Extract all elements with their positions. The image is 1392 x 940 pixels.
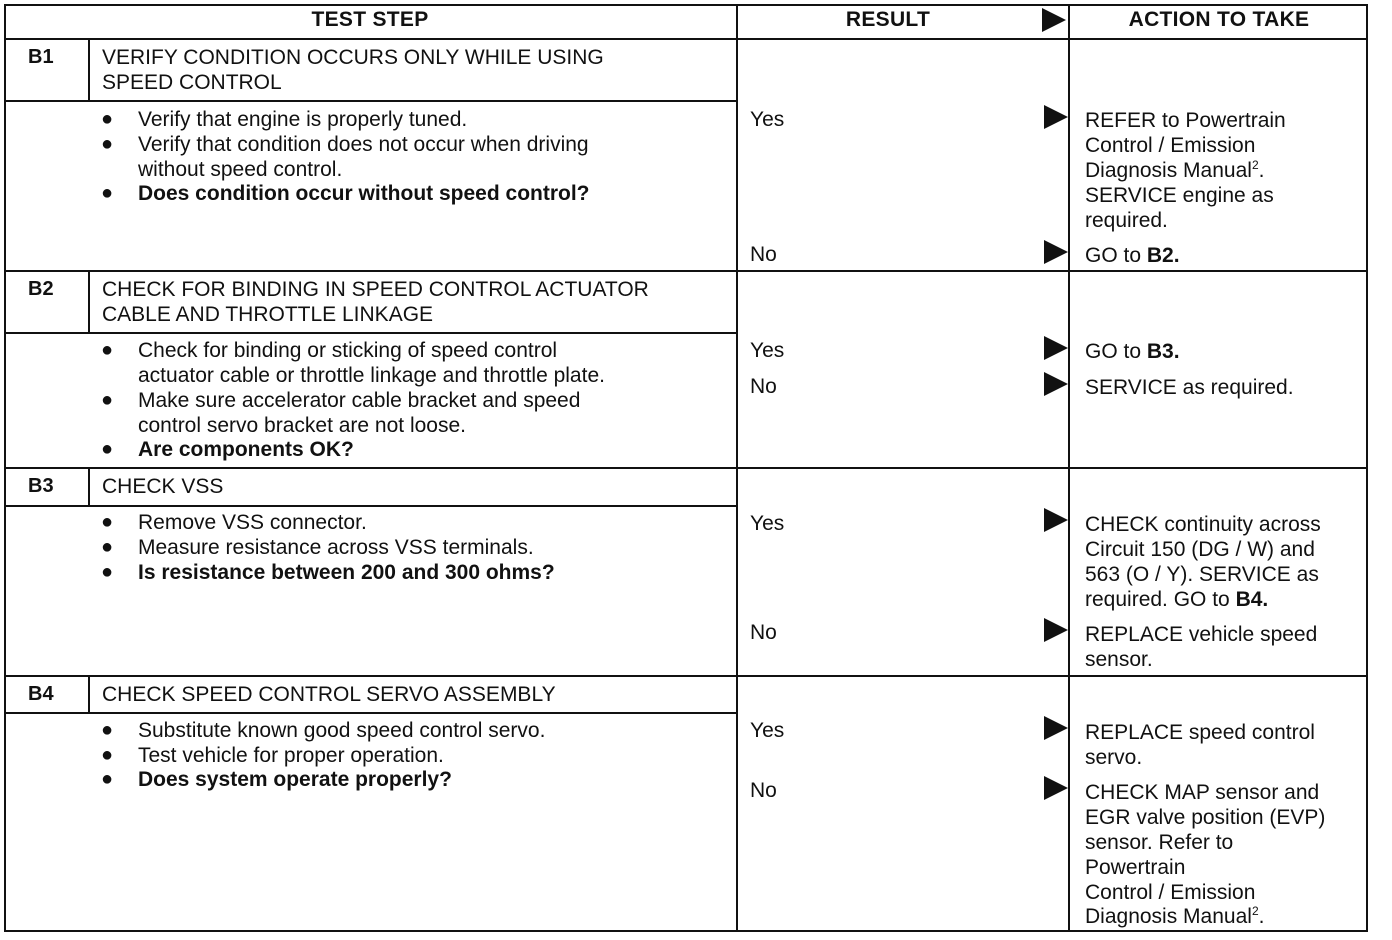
bullet-question: Are components OK? <box>138 438 354 461</box>
header-result: RESULT <box>845 8 931 31</box>
action-text: SERVICE engine as <box>1085 184 1274 207</box>
bullet-icon: ● <box>100 768 114 790</box>
action-text <box>1085 587 1268 612</box>
step-title: CHECK SPEED CONTROL SERVO ASSEMBLY <box>102 683 556 706</box>
header-arrow-icon <box>1042 8 1066 32</box>
bullet-text: Check for binding or sticking of speed control <box>138 339 558 362</box>
action-text: EGR valve position (EVP) <box>1085 806 1326 829</box>
bullet-icon: ● <box>100 389 114 411</box>
action-text-part: required. GO to <box>1085 588 1236 611</box>
bullet-text: control servo bracket are not loose. <box>138 414 467 437</box>
action-text: REPLACE speed control <box>1085 721 1315 744</box>
title-underline <box>4 505 736 507</box>
arrow-right-icon <box>1044 372 1068 396</box>
step-id-b1: B1 <box>28 46 54 68</box>
step-id-b3: B3 <box>28 475 54 497</box>
action-text-part: GO to <box>1085 340 1147 363</box>
arrow-right-icon <box>1044 508 1068 532</box>
action-text: servo. <box>1085 746 1143 769</box>
action-text-part: . <box>1258 905 1265 928</box>
id-divider <box>88 38 90 100</box>
action-text <box>1085 158 1264 183</box>
bullet-question: Does system operate properly? <box>138 768 452 791</box>
bullet-icon: ● <box>100 561 114 583</box>
arrow-right-icon <box>1044 776 1068 800</box>
step-title: CHECK VSS <box>102 475 224 498</box>
title-underline <box>4 332 736 334</box>
action-text <box>1085 243 1180 268</box>
footnote-ref: 2 <box>1251 158 1259 172</box>
bullet-text: actuator cable or throttle linkage and throttle plate. <box>138 364 605 387</box>
bullet-text: Measure resistance across VSS terminals. <box>138 536 534 559</box>
action-text <box>1085 904 1264 929</box>
bullet-question: Is resistance between 200 and 300 ohms? <box>138 561 555 584</box>
bullet-text: Substitute known good speed control servo. <box>138 719 546 742</box>
action-text: CHECK MAP sensor and <box>1085 781 1320 804</box>
step-reference: B2. <box>1146 244 1180 267</box>
result-no: No <box>750 243 777 266</box>
bullet-icon: ● <box>100 339 114 361</box>
step-divider <box>4 467 1368 469</box>
arrow-right-icon <box>1044 716 1068 740</box>
arrow-right-icon <box>1044 336 1068 360</box>
bullet-icon: ● <box>100 108 114 130</box>
action-text: sensor. <box>1085 648 1153 671</box>
bullet-text: Test vehicle for proper operation. <box>138 744 444 767</box>
bullet-text: Remove VSS connector. <box>138 511 367 534</box>
bullet-icon: ● <box>100 536 114 558</box>
id-divider <box>88 270 90 332</box>
id-divider <box>88 675 90 713</box>
bullet-icon: ● <box>100 133 114 155</box>
bullet-text: without speed control. <box>138 158 343 181</box>
header-test-step: TEST STEP <box>311 8 429 31</box>
result-no: No <box>750 779 777 802</box>
arrow-right-icon <box>1044 618 1068 642</box>
action-text-part: GO to <box>1085 244 1147 267</box>
step-divider <box>4 270 1368 272</box>
action-text-part: . <box>1258 159 1265 182</box>
result-yes: Yes <box>750 108 785 131</box>
action-text: Control / Emission <box>1085 881 1256 904</box>
action-text-part: Diagnosis Manual <box>1085 159 1252 182</box>
action-text: REFER to Powertrain <box>1085 109 1286 132</box>
step-title: SPEED CONTROL <box>102 71 282 94</box>
header-divider <box>4 38 1368 40</box>
title-underline <box>4 712 736 714</box>
step-title: CABLE AND THROTTLE LINKAGE <box>102 303 434 326</box>
action-text: Powertrain <box>1085 856 1186 879</box>
footnote-ref: 2 <box>1251 904 1259 918</box>
arrow-right-icon <box>1044 240 1068 264</box>
result-yes: Yes <box>750 719 785 742</box>
action-text: required. <box>1085 209 1168 232</box>
result-no: No <box>750 621 777 644</box>
action-text: 563 (O / Y). SERVICE as <box>1085 563 1319 586</box>
bullet-icon: ● <box>100 182 114 204</box>
arrow-right-icon <box>1044 105 1068 129</box>
title-underline <box>4 100 736 102</box>
bullet-icon: ● <box>100 719 114 741</box>
bullet-question: Does condition occur without speed control? <box>138 182 590 205</box>
result-no: No <box>750 375 777 398</box>
step-reference: B4. <box>1235 588 1269 611</box>
header-action: ACTION TO TAKE <box>1128 8 1310 31</box>
action-text: sensor. Refer to <box>1085 831 1234 854</box>
id-divider <box>88 467 90 505</box>
bullet-text: Make sure accelerator cable bracket and speed <box>138 389 581 412</box>
action-text <box>1085 339 1180 364</box>
step-reference: B3. <box>1146 340 1180 363</box>
step-divider <box>4 675 1368 677</box>
action-text: REPLACE vehicle speed <box>1085 623 1318 646</box>
step-title: VERIFY CONDITION OCCURS ONLY WHILE USING <box>102 46 604 69</box>
result-yes: Yes <box>750 512 785 535</box>
step-id-b4: B4 <box>28 683 54 705</box>
action-text-part: Diagnosis Manual <box>1085 905 1252 928</box>
action-text: Control / Emission <box>1085 134 1256 157</box>
bullet-icon: ● <box>100 744 114 766</box>
result-yes: Yes <box>750 339 785 362</box>
bullet-text: Verify that condition does not occur when driving <box>138 133 589 156</box>
bullet-icon: ● <box>100 511 114 533</box>
step-id-b2: B2 <box>28 278 54 300</box>
bullet-icon: ● <box>100 438 114 460</box>
action-text: CHECK continuity across <box>1085 513 1321 536</box>
bullet-text: Verify that engine is properly tuned. <box>138 108 468 131</box>
action-text: SERVICE as required. <box>1085 376 1294 399</box>
step-title: CHECK FOR BINDING IN SPEED CONTROL ACTUATOR <box>102 278 649 301</box>
action-text: Circuit 150 (DG / W) and <box>1085 538 1315 561</box>
